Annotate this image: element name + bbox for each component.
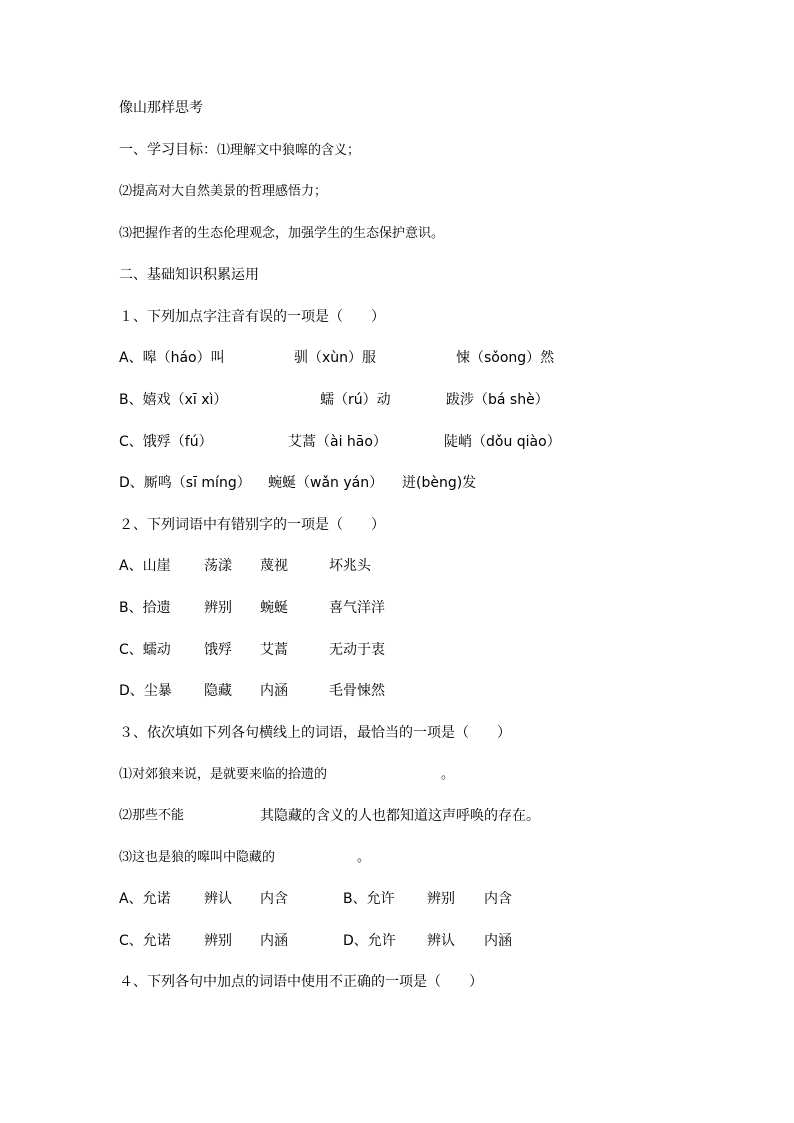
q1-c-item-3: 陡峭（dǒu qiào） [444,434,561,450]
q3-b-item-1: B、允许 [343,891,395,907]
goals-heading: 一、学习目标： [119,142,217,158]
goal-3: ⑶把握作者的生态伦理观念，加强学生的生态保护意识。 [119,226,445,241]
q2-b-item-1: B、拾遗 [119,600,171,616]
learning-goals-line [119,141,360,160]
q3-s1-text: ⑴对郊狼来说，是就要来临的拾遗的 [119,767,328,782]
q1-a-item-3: 悚（sǒong）然 [456,350,555,366]
q3-d-item-3: 内涵 [484,933,512,949]
q3-b-item-3: 内含 [484,891,512,907]
q1-d-item-3: 迸(bèng)发 [402,475,477,491]
q3-s1-end: 。 [441,767,455,782]
q2-b-item-4: 喜气洋洋 [329,600,385,616]
q3-s2-start: ⑵那些不能 [119,808,185,823]
q3-s3-text: ⑶这也是狼的嗥叫中隐藏的 [119,850,276,865]
q2-a-item-2: 荡漾 [204,558,232,574]
q3-d-item-1: D、允许 [343,933,396,949]
page-title: 像山那样思考 [119,100,203,116]
q2-c-item-2: 饿殍 [204,642,232,658]
q1-c-item-2: 艾蒿（ài hāo） [288,434,387,450]
q3-c-item-2: 辨别 [204,933,232,949]
question-4-stem: ４、下列各句中加点的词语中使用不正确的一项是（ ） [119,974,483,990]
goal-1: ⑴理解文中狼嗥的含义； [217,143,361,158]
q3-b-item-2: 辨别 [427,891,455,907]
q1-c-item-1: C、饿殍（fú） [119,434,213,450]
q2-a-item-4: 坏兆头 [329,558,371,574]
q3-a-item-2: 辨认 [204,891,232,907]
q3-d-item-2: 辨认 [427,933,455,949]
q2-d-item-1: D、尘暴 [119,683,172,699]
q3-s2-rest: 其隐藏的含义的人也都知道这声呼唤的存在。 [260,808,540,824]
q2-d-item-2: 隐藏 [204,683,232,699]
q3-s3-end: 。 [357,850,371,865]
question-1-stem: １、下列加点字注音有误的一项是（ ） [119,309,385,325]
q2-b-item-2: 辨别 [204,600,232,616]
q1-d-item-2: 蜿蜒（wǎn yán） [268,475,384,491]
question-2-stem: ２、下列词语中有错别字的一项是（ ） [119,517,385,533]
q2-c-item-1: C、蠕动 [119,642,171,658]
q2-a-item-1: A、山崖 [119,558,171,574]
q2-c-item-4: 无动于衷 [329,642,385,658]
q1-a-item-2: 驯（xùn）服 [294,350,377,366]
q2-b-item-3: 蜿蜒 [260,600,288,616]
q2-d-item-3: 内涵 [260,683,288,699]
q3-a-item-1: A、允诺 [119,891,171,907]
q2-c-item-3: 艾蒿 [260,642,288,658]
question-3-stem: ３、依次填如下列各句横线上的词语，最恰当的一项是（ ） [119,725,511,741]
q1-b-item-3: 跋涉（bá shè） [446,392,549,408]
q1-b-item-1: B、嬉戏（xī xì） [119,392,228,408]
q3-c-item-1: C、允诺 [119,933,171,949]
q2-d-item-4: 毛骨悚然 [329,683,385,699]
q3-a-item-3: 内含 [260,891,288,907]
q1-a-item-1: A、嗥（háo）叫 [119,350,225,366]
q1-b-item-2: 蠕（rú）动 [320,392,391,408]
section-heading: 二、基础知识积累运用 [119,267,259,283]
goal-2: ⑵提高对大自然美景的哲理感悟力； [119,184,328,199]
q1-d-item-1: D、厮鸣（sī míng） [119,475,251,491]
q3-c-item-3: 内涵 [260,933,288,949]
q2-a-item-3: 蔑视 [260,558,288,574]
